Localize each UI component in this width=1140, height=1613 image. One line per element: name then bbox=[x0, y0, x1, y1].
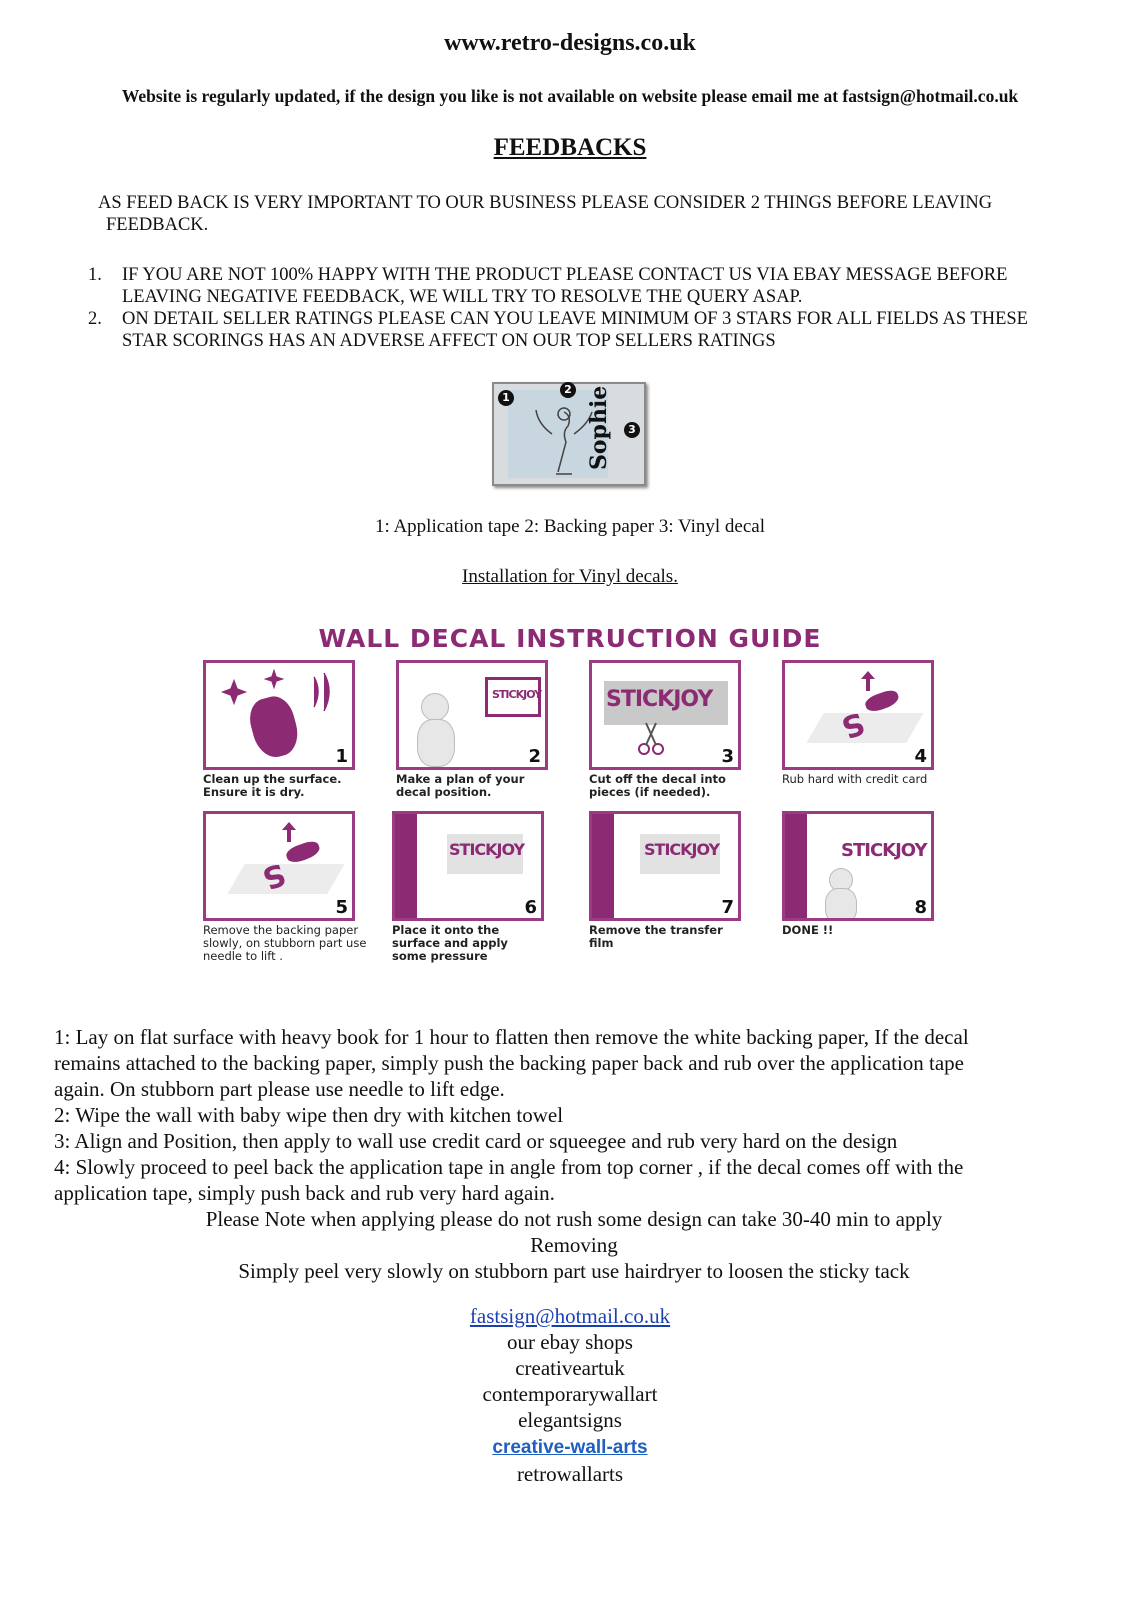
step-caption: Rub hard with credit card bbox=[782, 772, 928, 786]
arrow-up-icon bbox=[282, 822, 296, 842]
removing-text: Simply peel very slowly on stubborn part use hairdryer to loosen the sticky tack bbox=[238, 1259, 910, 1283]
list-number: 2. bbox=[88, 309, 102, 329]
shop-name: retrowallarts bbox=[516, 1462, 624, 1486]
step-image bbox=[589, 660, 741, 770]
wall-edge bbox=[395, 814, 417, 918]
guide-step bbox=[396, 660, 546, 799]
brand-logo: STICKJOY bbox=[644, 840, 720, 859]
step-image bbox=[392, 811, 544, 921]
application-instructions bbox=[54, 1024, 1094, 1284]
instruction-line: 4: Slowly proceed to peel back the application tape in angle from top corner , if the decal comes off with the bbox=[54, 1155, 964, 1179]
decal-letter: S bbox=[837, 704, 869, 745]
feedback-intro-line: FEEDBACK. bbox=[106, 215, 209, 235]
step-number: 8 bbox=[914, 897, 927, 918]
step-number: 1 bbox=[335, 746, 348, 767]
step-number: 4 bbox=[914, 746, 927, 767]
step-image bbox=[203, 811, 355, 921]
brand-logo: STICKJOY bbox=[841, 840, 927, 861]
removing-title: Removing bbox=[530, 1233, 618, 1257]
decal-letter: S bbox=[258, 855, 290, 896]
instruction-line: application tape, simply push back and rub very hard again. bbox=[54, 1181, 555, 1205]
decal-sign bbox=[485, 677, 541, 717]
person-body bbox=[825, 888, 857, 921]
sparkle-icon bbox=[214, 669, 344, 719]
layer-badge: 1 bbox=[498, 390, 514, 406]
shop-link[interactable]: creative-wall-arts bbox=[492, 1437, 648, 1458]
brand-logo: STICKJOY bbox=[449, 840, 525, 859]
list-line: STAR SCORINGS HAS AN ADVERSE AFFECT ON OUR TOP SELLERS RATINGS bbox=[122, 331, 776, 351]
list-line: LEAVING NEGATIVE FEEDBACK, WE WILL TRY TO RESOLVE THE QUERY ASAP. bbox=[122, 287, 803, 307]
instruction-line: 1: Lay on flat surface with heavy book for 1 hour to flatten then remove the white backing paper, If the decal bbox=[54, 1025, 969, 1049]
list-line: IF YOU ARE NOT 100% HAPPY WITH THE PRODUCT PLEASE CONTACT US VIA EBAY MESSAGE BEFORE bbox=[122, 265, 1008, 285]
layer-badge: 3 bbox=[624, 422, 640, 438]
brand-logo: STICKJOY bbox=[606, 687, 713, 712]
person-head bbox=[421, 693, 449, 721]
step-number: 6 bbox=[524, 897, 537, 918]
step-number: 7 bbox=[721, 897, 734, 918]
feedback-intro bbox=[98, 192, 1058, 236]
step-caption: Make a plan of your decal position. bbox=[396, 772, 525, 799]
feedbacks-title: FEEDBACKS bbox=[493, 134, 647, 161]
scissors-icon bbox=[636, 721, 666, 757]
decal-layers-photo bbox=[492, 382, 646, 486]
step-caption: Clean up the surface. Ensure it is dry. bbox=[203, 772, 342, 799]
shop-name: elegantsigns bbox=[518, 1408, 622, 1432]
instruction-line: again. On stubborn part please use needle to lift edge. bbox=[54, 1077, 505, 1101]
shop-name: contemporarywallart bbox=[482, 1382, 658, 1406]
guide-step bbox=[589, 811, 739, 950]
list-line: ON DETAIL SELLER RATINGS PLEASE CAN YOU LEAVE MINIMUM OF 3 STARS FOR ALL FIELDS AS THESE bbox=[122, 309, 1028, 329]
step-image bbox=[203, 660, 355, 770]
guide-step bbox=[203, 811, 367, 963]
hand-icon bbox=[863, 688, 900, 715]
step-image bbox=[589, 811, 741, 921]
wall-edge bbox=[592, 814, 614, 918]
guide-step bbox=[203, 660, 353, 799]
arrow-up-icon bbox=[861, 671, 875, 691]
layer-badge: 2 bbox=[560, 382, 576, 398]
step-number: 5 bbox=[335, 897, 348, 918]
step-number: 3 bbox=[721, 746, 734, 767]
step-image bbox=[782, 660, 934, 770]
instruction-line: 3: Align and Position, then apply to wall use credit card or squeegee and rub very hard on the design bbox=[54, 1129, 898, 1153]
list-number: 1. bbox=[88, 265, 102, 285]
person-body bbox=[417, 719, 455, 767]
contact-block bbox=[0, 1303, 1140, 1487]
guide-step bbox=[589, 660, 739, 799]
instruction-line: remains attached to the backing paper, simply push the backing paper back and rub over the application tape bbox=[54, 1051, 965, 1075]
step-caption: Place it onto the surface and apply some pressure bbox=[392, 923, 508, 963]
feedback-intro-line: AS FEED BACK IS VERY IMPORTANT TO OUR BUSINESS PLEASE CONSIDER 2 THINGS BEFORE LEAVING bbox=[98, 193, 993, 213]
guide-title: WALL DECAL INSTRUCTION GUIDE bbox=[318, 624, 822, 653]
guide-step bbox=[782, 811, 932, 937]
step-caption: Remove the transfer film bbox=[589, 923, 723, 950]
apply-note: Please Note when applying please do not rush some design can take 30-40 min to apply bbox=[205, 1207, 943, 1231]
step-caption: DONE !! bbox=[782, 923, 834, 937]
list-text bbox=[122, 264, 1082, 308]
brand-logo: STICKJOY bbox=[492, 688, 542, 701]
layer-legend: 1: Application tape 2: Backing paper 3: Vinyl decal bbox=[374, 516, 766, 537]
update-notice: Website is regularly updated, if the design you like is not available on website please email me at fastsign@hotmail.co.uk bbox=[121, 86, 1019, 106]
shop-name: creativeartuk bbox=[515, 1356, 625, 1380]
website-heading: www.retro-designs.co.uk bbox=[444, 30, 696, 56]
hand-icon bbox=[284, 839, 321, 866]
step-caption: Remove the backing paper slowly, on stubborn part use needle to lift . bbox=[203, 923, 367, 963]
sophie-decal-text: Sophie bbox=[586, 385, 612, 470]
step-number: 2 bbox=[528, 746, 541, 767]
list-text bbox=[122, 308, 1082, 352]
step-image bbox=[396, 660, 548, 770]
installation-heading: Installation for Vinyl decals. bbox=[462, 566, 678, 587]
shops-label: our ebay shops bbox=[507, 1330, 633, 1354]
instruction-line: 2: Wipe the wall with baby wipe then dry with kitchen towel bbox=[54, 1103, 564, 1127]
guide-step bbox=[782, 660, 932, 786]
wall-edge bbox=[785, 814, 807, 918]
fairy-illustration bbox=[534, 404, 594, 480]
step-image bbox=[782, 811, 934, 921]
step-caption: Cut off the decal into pieces (if needed). bbox=[589, 772, 726, 799]
guide-step bbox=[392, 811, 542, 963]
email-link[interactable]: fastsign@hotmail.co.uk bbox=[469, 1304, 671, 1328]
